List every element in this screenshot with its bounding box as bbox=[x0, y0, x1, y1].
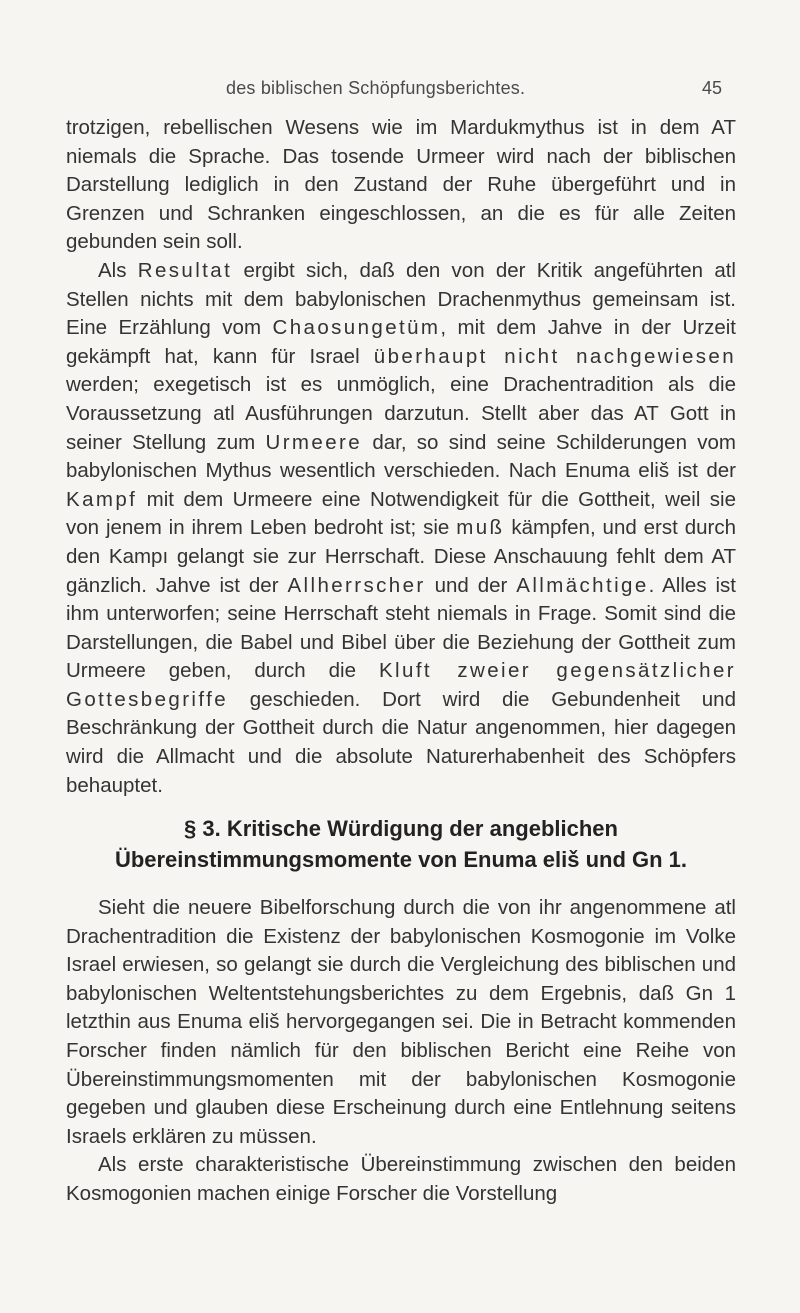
body-text-lower bbox=[66, 894, 736, 1209]
emphasis-nicht-nachgewiesen: überhaupt nicht nachgewiesen bbox=[373, 344, 737, 368]
text-run: . Alles ist ihm unterworfen; seine Herrschaft steht niemals in Frage. Somit sind die Darstellungen, die Babel und Bibel über die Beziehung der Gottheit zum Urmeere geben, durch die bbox=[66, 573, 736, 683]
paragraph-3: Sieht die neuere Bibelforschung durch die von ihr angenommene atl Drachentradition die Existenz der babylonischen Kosmogonie im Volke Israel erwiesen, so gelangt sie durch die Vergleichung des biblischen und babylonischen Weltentstehungsberichtes zu dem Ergebnis, daß Gn 1 letzthin aus Enuma eliš hervorgegangen sei. Die in Betracht kommenden Forscher finden nämlich für den biblischen Bericht eine Reihe von Übereinstimmungsmomenten mit der babylonischen Kosmogonie gegeben und glauben diese Erscheinung durch eine Entlehnung seitens Israels erklären zu müssen. bbox=[66, 896, 736, 1148]
text-run: und der bbox=[425, 573, 517, 597]
text-run: dar, so sind seine Schilderungen vom babylonischen Mythus wesentlich verschieden. Nach Enuma eliš ist der bbox=[66, 430, 736, 483]
emphasis-kampf: Kampf bbox=[66, 487, 138, 511]
text-run: , mit dem Jahve in der Urzeit gekämpft hat, kann für Israel bbox=[66, 316, 736, 368]
text-run: Als bbox=[98, 258, 138, 282]
section-heading-line-1: § 3. Kritische Würdigung der angeblichen bbox=[184, 816, 618, 841]
emphasis-allherrscher: Allherrscher bbox=[287, 573, 426, 597]
text-run: geschieden. Dort wird die Gebundenheit und Beschränkung der Gottheit durch die Natur angenommen, hier dagegen wird die Allmacht und die absolute Naturerhabenheit des Schöpfers behauptet. bbox=[66, 687, 736, 797]
body-text-upper bbox=[66, 114, 736, 800]
text-run: kämpfen, und erst durch den Kampı gelangt sie zur Herrschaft. Diese Anschauung fehlt dem AT gänzlich. Jahve ist der bbox=[66, 516, 736, 597]
running-head-title: des biblischen Schöpfungsberichtes. bbox=[226, 78, 526, 98]
emphasis-resultat: Resultat bbox=[137, 258, 233, 282]
text-run: ergibt sich, daß den von der Kritik angeführten atl Stellen nichts mit dem babylonischen Drachenmythus gemeinsam ist. Eine Erzählung vom bbox=[66, 258, 736, 340]
emphasis-chaosungetuem: Chaosungetüm bbox=[272, 316, 441, 340]
emphasis-kluft: Kluft zweier gegensätzlicher Gottesbegriffe bbox=[66, 659, 736, 711]
section-heading-line-2: Übereinstimmungsmomente von Enuma eliš und Gn 1. bbox=[114, 847, 688, 872]
emphasis-allmaechtige: Allmächtige bbox=[516, 573, 649, 597]
text-run: werden; exegetisch ist es unmöglich, eine Drachentradition als die Voraussetzung atl Ausführungen darzutun. Stellt aber das AT Gott in seiner Stellung zum bbox=[66, 373, 736, 454]
text-run: mit dem Urmeere eine Notwendigkeit für die Gottheit, weil sie von jenem in ihrem Leben bedroht ist; sie bbox=[66, 487, 736, 540]
emphasis-muss: muß bbox=[456, 516, 505, 540]
page-number: 45 bbox=[702, 78, 723, 98]
paragraph-2 bbox=[66, 257, 736, 800]
emphasis-urmeere: Urmeere bbox=[265, 430, 363, 454]
paragraph-1: trotzigen, rebellischen Wesens wie im Mardukmythus ist in dem AT niemals die Sprache. Das tosende Urmeer wird nach der biblischen Darstellung lediglich in den Zustand der Ruhe übergeführt und in Grenzen und Schranken eingeschlossen, an die es für alle Zeiten gebunden sein soll. bbox=[66, 116, 736, 254]
paragraph-4: Als erste charakteristische Übereinstimmung zwischen den beiden Kosmogonien machen einige Forscher die Vorstellung bbox=[66, 1153, 736, 1205]
